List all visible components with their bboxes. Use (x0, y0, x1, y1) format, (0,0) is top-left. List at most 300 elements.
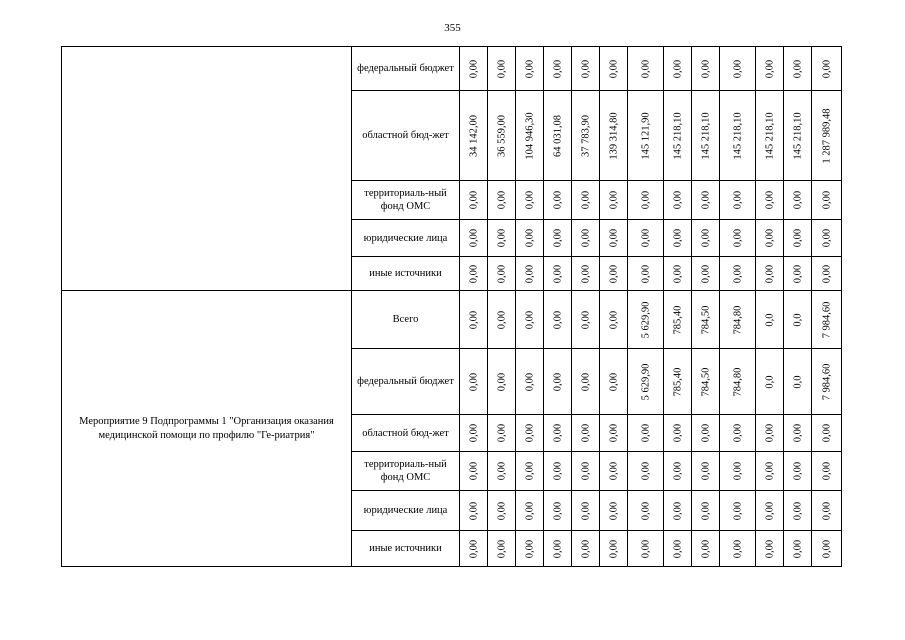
value-cell (664, 349, 692, 415)
value-cell (784, 181, 812, 220)
value-cell (812, 452, 842, 491)
value-text: 0,00 (468, 539, 479, 558)
value-cell (488, 452, 516, 491)
value-text: 0,00 (496, 59, 507, 78)
value-cell (664, 491, 692, 531)
value-cell (720, 531, 756, 567)
value-text: 0,00 (524, 501, 535, 520)
value-text: 0,00 (672, 461, 683, 481)
value-cell (516, 91, 544, 181)
value-cell (460, 291, 488, 349)
value-cell (812, 181, 842, 220)
value-text: 139 314,80 (608, 111, 619, 160)
value-cell (812, 531, 842, 567)
value-cell (756, 220, 784, 257)
value-text: 0,00 (764, 264, 775, 283)
value-cell (692, 91, 720, 181)
value-text: 0,00 (792, 501, 803, 520)
value-text: 145 121,90 (640, 111, 651, 160)
value-text: 0,00 (496, 264, 507, 283)
value-text: 0,00 (552, 228, 563, 248)
funding-source: территориаль-ный фонд ОМС (352, 452, 460, 491)
value-text: 0,00 (792, 59, 803, 78)
value-text: 0,00 (672, 190, 683, 210)
value-text: 0,00 (468, 310, 479, 329)
funding-source: иные источники (352, 257, 460, 291)
funding-source: федеральный бюджет (352, 349, 460, 415)
value-text: 0,00 (764, 461, 775, 481)
value-text: 5 629,90 (640, 301, 651, 338)
value-text: 7 984,60 (821, 363, 832, 400)
value-cell (784, 291, 812, 349)
value-cell (600, 415, 628, 452)
value-cell (812, 415, 842, 452)
value-text: 0,00 (524, 539, 535, 558)
program-title: Мероприятие 9 Подпрограммы 1 "Организация оказания медицинской помощи по профилю "Ге-риатрия" (62, 291, 352, 567)
value-text: 0,00 (764, 59, 775, 78)
value-text: 0,00 (496, 423, 507, 443)
value-text: 0,00 (468, 423, 479, 443)
value-cell (488, 291, 516, 349)
value-cell (664, 452, 692, 491)
value-text: 0,00 (496, 310, 507, 329)
value-cell (756, 349, 784, 415)
value-text: 0,00 (524, 310, 535, 329)
value-cell (720, 491, 756, 531)
value-text: 0,00 (672, 501, 683, 520)
value-text: 0,00 (672, 539, 683, 558)
value-text: 0,00 (672, 423, 683, 443)
value-text: 145 218,10 (732, 111, 743, 160)
value-cell (572, 91, 600, 181)
value-text: 5 629,90 (640, 363, 651, 400)
value-cell (784, 47, 812, 91)
value-text: 0,00 (640, 423, 651, 443)
value-text: 0,00 (468, 372, 479, 391)
value-cell (720, 47, 756, 91)
value-cell (692, 531, 720, 567)
value-text: 0,00 (792, 461, 803, 481)
page-number: 355 (444, 22, 461, 34)
value-cell (600, 491, 628, 531)
value-cell (572, 531, 600, 567)
value-cell (460, 220, 488, 257)
value-cell (628, 181, 664, 220)
value-text: 0,00 (468, 501, 479, 520)
value-text: 0,00 (821, 190, 832, 210)
funding-source: юридические лица (352, 220, 460, 257)
value-cell (720, 220, 756, 257)
value-cell (812, 291, 842, 349)
value-cell (460, 349, 488, 415)
value-cell (784, 349, 812, 415)
value-text: 64 031,08 (552, 114, 563, 157)
program-title (62, 47, 352, 291)
value-cell (516, 415, 544, 452)
value-cell (628, 349, 664, 415)
value-cell (544, 47, 572, 91)
table-row (62, 291, 842, 349)
value-text: 0,00 (608, 372, 619, 391)
value-cell (600, 349, 628, 415)
value-cell (756, 257, 784, 291)
value-cell (756, 415, 784, 452)
value-text: 0,00 (640, 264, 651, 283)
value-cell (516, 491, 544, 531)
value-cell (572, 291, 600, 349)
value-text: 0,00 (496, 190, 507, 210)
value-text: 0,00 (524, 423, 535, 443)
value-text: 0,00 (700, 59, 711, 78)
value-text: 0,00 (821, 539, 832, 558)
value-text: 0,00 (468, 190, 479, 210)
value-cell (692, 220, 720, 257)
funding-source: федеральный бюджет (352, 47, 460, 91)
value-cell (812, 349, 842, 415)
value-cell (600, 291, 628, 349)
value-text: 37 783,90 (580, 114, 591, 157)
value-text: 0,00 (640, 539, 651, 558)
value-cell (628, 257, 664, 291)
value-text: 0,00 (524, 59, 535, 78)
value-text: 0,0 (764, 312, 775, 327)
value-text: 0,00 (552, 461, 563, 481)
value-text: 0,00 (468, 228, 479, 248)
value-cell (488, 257, 516, 291)
value-cell (516, 181, 544, 220)
value-text: 0,00 (468, 59, 479, 78)
value-text: 0,00 (700, 264, 711, 283)
value-text: 785,40 (672, 367, 683, 396)
value-cell (812, 491, 842, 531)
value-cell (488, 415, 516, 452)
value-cell (812, 91, 842, 181)
funding-source: Всего (352, 291, 460, 349)
value-text: 0,00 (552, 264, 563, 283)
value-text: 0,00 (524, 372, 535, 391)
value-cell (784, 491, 812, 531)
value-text: 784,50 (700, 367, 711, 396)
value-text: 0,00 (700, 190, 711, 210)
value-cell (720, 415, 756, 452)
value-cell (544, 181, 572, 220)
value-cell (572, 415, 600, 452)
value-cell (544, 531, 572, 567)
value-cell (784, 257, 812, 291)
value-cell (692, 415, 720, 452)
value-text: 0,00 (732, 539, 743, 558)
value-text: 0,00 (524, 264, 535, 283)
value-cell (544, 291, 572, 349)
value-cell (460, 257, 488, 291)
value-cell (600, 91, 628, 181)
value-cell (460, 531, 488, 567)
value-text: 0,00 (640, 228, 651, 248)
value-text: 784,80 (732, 367, 743, 396)
value-cell (692, 291, 720, 349)
value-text: 0,00 (552, 539, 563, 558)
value-text: 784,80 (732, 305, 743, 334)
value-text: 0,00 (764, 539, 775, 558)
value-cell (572, 257, 600, 291)
value-cell (516, 220, 544, 257)
value-cell (664, 257, 692, 291)
value-cell (572, 349, 600, 415)
value-cell (488, 47, 516, 91)
value-text: 0,00 (496, 501, 507, 520)
value-cell (516, 291, 544, 349)
value-cell (692, 452, 720, 491)
value-text: 0,00 (672, 228, 683, 248)
value-text: 0,00 (580, 59, 591, 78)
value-text: 0,00 (608, 539, 619, 558)
value-text: 0,00 (608, 59, 619, 78)
value-cell (664, 91, 692, 181)
value-text: 0,00 (700, 228, 711, 248)
value-cell (720, 181, 756, 220)
value-cell (628, 91, 664, 181)
value-cell (600, 220, 628, 257)
value-text: 0,00 (552, 372, 563, 391)
value-cell (516, 349, 544, 415)
value-text: 0,00 (580, 264, 591, 283)
value-text: 0,00 (496, 461, 507, 481)
value-cell (628, 291, 664, 349)
value-text: 0,00 (524, 190, 535, 210)
value-text: 0,00 (640, 190, 651, 210)
value-cell (488, 220, 516, 257)
value-cell (460, 181, 488, 220)
value-text: 0,00 (700, 501, 711, 520)
value-text: 0,00 (580, 372, 591, 391)
value-cell (516, 452, 544, 491)
value-cell (544, 491, 572, 531)
value-text: 0,00 (468, 264, 479, 283)
value-text: 0,00 (640, 501, 651, 520)
value-cell (812, 220, 842, 257)
budget-table (61, 46, 842, 567)
value-text: 1 287 989,48 (821, 107, 832, 164)
value-cell (664, 531, 692, 567)
value-cell (600, 257, 628, 291)
value-cell (488, 91, 516, 181)
value-cell (720, 452, 756, 491)
value-cell (664, 181, 692, 220)
value-cell (600, 181, 628, 220)
value-cell (460, 415, 488, 452)
value-text: 0,00 (580, 228, 591, 248)
value-text: 145 218,10 (672, 111, 683, 160)
value-text: 0,0 (792, 374, 803, 389)
value-text: 0,00 (552, 423, 563, 443)
value-text: 0,00 (700, 461, 711, 481)
value-text: 0,00 (764, 190, 775, 210)
value-text: 0,00 (821, 228, 832, 248)
value-cell (664, 291, 692, 349)
value-text: 0,00 (468, 461, 479, 481)
value-text: 0,00 (608, 423, 619, 443)
value-text: 0,00 (792, 228, 803, 248)
value-text: 0,00 (732, 228, 743, 248)
value-text: 0,00 (700, 423, 711, 443)
value-cell (516, 47, 544, 91)
value-cell (544, 220, 572, 257)
value-text: 34 142,00 (468, 114, 479, 157)
value-text: 0,00 (580, 423, 591, 443)
value-text: 0,00 (764, 501, 775, 520)
value-text: 0,0 (764, 374, 775, 389)
value-text: 0,00 (524, 461, 535, 481)
value-cell (460, 491, 488, 531)
value-cell (756, 91, 784, 181)
value-text: 0,00 (764, 423, 775, 443)
value-cell (784, 91, 812, 181)
value-cell (516, 531, 544, 567)
value-text: 0,00 (580, 190, 591, 210)
value-cell (692, 47, 720, 91)
value-text: 0,00 (792, 423, 803, 443)
value-text: 0,00 (580, 539, 591, 558)
value-cell (664, 415, 692, 452)
value-text: 7 984,60 (821, 301, 832, 338)
funding-source: областной бюд-жет (352, 415, 460, 452)
value-text: 145 218,10 (700, 111, 711, 160)
value-cell (692, 349, 720, 415)
value-text: 0,00 (608, 461, 619, 481)
value-text: 0,00 (732, 264, 743, 283)
value-text: 0,00 (672, 264, 683, 283)
value-cell (544, 257, 572, 291)
value-text: 0,0 (792, 312, 803, 327)
value-text: 0,00 (821, 264, 832, 283)
value-cell (756, 291, 784, 349)
value-cell (460, 452, 488, 491)
value-text: 0,00 (608, 190, 619, 210)
value-cell (720, 257, 756, 291)
value-text: 0,00 (792, 190, 803, 210)
funding-source: иные источники (352, 531, 460, 567)
value-text: 0,00 (764, 228, 775, 248)
value-cell (628, 491, 664, 531)
value-text: 0,00 (608, 228, 619, 248)
value-text: 784,50 (700, 305, 711, 334)
value-cell (628, 452, 664, 491)
value-cell (784, 415, 812, 452)
value-text: 0,00 (821, 59, 832, 78)
value-cell (756, 491, 784, 531)
value-text: 0,00 (496, 372, 507, 391)
value-cell (784, 220, 812, 257)
value-text: 0,00 (496, 539, 507, 558)
value-cell (756, 531, 784, 567)
table-row (62, 47, 842, 91)
value-cell (628, 531, 664, 567)
value-text: 0,00 (552, 310, 563, 329)
value-cell (756, 452, 784, 491)
value-cell (488, 531, 516, 567)
value-text: 0,00 (608, 501, 619, 520)
value-text: 145 218,10 (792, 111, 803, 160)
funding-source: юридические лица (352, 491, 460, 531)
value-cell (460, 47, 488, 91)
value-cell (600, 452, 628, 491)
value-cell (720, 349, 756, 415)
value-cell (544, 452, 572, 491)
value-text: 0,00 (640, 461, 651, 481)
value-text: 104 946,30 (524, 111, 535, 160)
value-cell (488, 491, 516, 531)
value-text: 0,00 (821, 501, 832, 520)
value-text: 36 559,00 (496, 114, 507, 157)
value-cell (756, 47, 784, 91)
value-text: 0,00 (580, 310, 591, 329)
value-text: 0,00 (821, 423, 832, 443)
value-text: 0,00 (552, 501, 563, 520)
value-cell (488, 181, 516, 220)
value-text: 785,40 (672, 305, 683, 334)
value-text: 145 218,10 (764, 111, 775, 160)
value-cell (572, 181, 600, 220)
value-cell (692, 181, 720, 220)
value-cell (784, 452, 812, 491)
value-cell (460, 91, 488, 181)
value-cell (720, 91, 756, 181)
value-cell (572, 452, 600, 491)
value-text: 0,00 (640, 59, 651, 78)
value-text: 0,00 (580, 501, 591, 520)
value-text: 0,00 (732, 190, 743, 210)
value-text: 0,00 (608, 264, 619, 283)
value-text: 0,00 (792, 264, 803, 283)
value-cell (544, 349, 572, 415)
value-text: 0,00 (524, 228, 535, 248)
value-text: 0,00 (672, 59, 683, 78)
value-cell (812, 257, 842, 291)
value-cell (544, 415, 572, 452)
value-text: 0,00 (580, 461, 591, 481)
value-cell (664, 47, 692, 91)
value-cell (784, 531, 812, 567)
value-cell (720, 291, 756, 349)
value-text: 0,00 (496, 228, 507, 248)
value-cell (600, 47, 628, 91)
value-cell (572, 220, 600, 257)
funding-source: территориаль-ный фонд ОМС (352, 181, 460, 220)
value-cell (628, 415, 664, 452)
value-text: 0,00 (608, 310, 619, 329)
value-cell (664, 220, 692, 257)
funding-source: областной бюд-жет (352, 91, 460, 181)
value-text: 0,00 (732, 59, 743, 78)
value-cell (756, 181, 784, 220)
value-text: 0,00 (792, 539, 803, 558)
value-cell (488, 349, 516, 415)
value-text: 0,00 (732, 501, 743, 520)
value-text: 0,00 (552, 59, 563, 78)
value-cell (692, 491, 720, 531)
value-cell (572, 491, 600, 531)
value-cell (628, 47, 664, 91)
value-cell (692, 257, 720, 291)
value-cell (628, 220, 664, 257)
value-cell (544, 91, 572, 181)
value-cell (572, 47, 600, 91)
value-text: 0,00 (732, 461, 743, 481)
value-text: 0,00 (552, 190, 563, 210)
value-text: 0,00 (732, 423, 743, 443)
value-cell (600, 531, 628, 567)
value-cell (812, 47, 842, 91)
